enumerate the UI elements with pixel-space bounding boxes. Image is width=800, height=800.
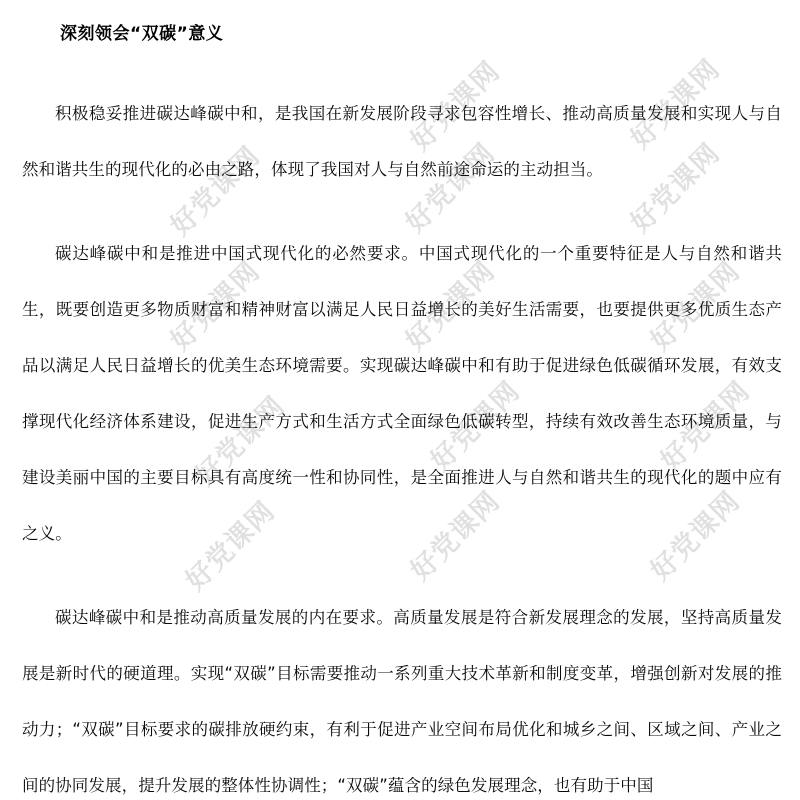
watermark-text: 好党课网 <box>164 255 267 357</box>
watermark-text: 好党课网 <box>399 137 502 239</box>
watermark-text: 好党课网 <box>624 137 727 239</box>
document-text-block <box>22 86 782 800</box>
watermark-text: 好党课网 <box>424 375 527 477</box>
watermark-text: 好党课网 <box>644 255 747 357</box>
watermark-text: 好党课网 <box>624 53 727 155</box>
watermark-text: 好党课网 <box>164 140 267 242</box>
watermark-text: 好党课网 <box>189 390 292 492</box>
watermark-text: 好党课网 <box>179 495 282 597</box>
watermark-text: 好党课网 <box>404 55 507 157</box>
paragraph-spacer <box>22 562 782 590</box>
watermark-text: 好党课网 <box>644 485 747 587</box>
paragraph: 碳达峰碳中和是推动高质量发展的内在要求。高质量发展是符合新发展理念的发展，坚持高质量发展是新时代的硬道理。实现“双碳”目标需要推动一系列重大技术革新和制度变革，增强创新对发展的推动力；“双碳”目标要求的碳排放硬约束，有利于促进产业空间布局优化和城乡之间、区域之间、产业之间的协同发展，提升发展的整体性协调性；“双碳”蕴含的绿色发展理念，也有助于中国 <box>22 608 782 795</box>
paragraph: 积极稳妥推进碳达峰碳中和，是我国在新发展阶段寻求包容性增长、推动高质量发展和实现人与自然和谐共生的现代化的必由之路，体现了我国对人与自然前途命运的主动担当。 <box>22 104 782 179</box>
watermark-text: 好党课网 <box>654 375 757 477</box>
paragraph: 碳达峰碳中和是推进中国式现代化的必然要求。中国式现代化的一个重要特征是人与自然和谐共生，既要创造更多物质财富和精神财富以满足人民日益增长的美好生活需要，也要提供更多优质生态产品以满足人民日益增长的优美生态环境需要。实现碳达峰碳中和有助于促进绿色低碳循环发展，有效支撑现代化经济体系建设，促进生产方式和生活方式全面绿色低碳转型，持续有效改善生态环境质量，与建设美丽中国的主要目标具有高度统一性和协同性，是全面推进人与自然和谐共生的现代化的题中应有之义。 <box>22 244 782 543</box>
paragraph-spacer <box>22 198 782 226</box>
watermark-text: 好党课网 <box>399 255 502 357</box>
watermark-text: 好党课网 <box>404 485 507 587</box>
page-title: 深刻领会“双碳”意义 <box>60 24 224 44</box>
